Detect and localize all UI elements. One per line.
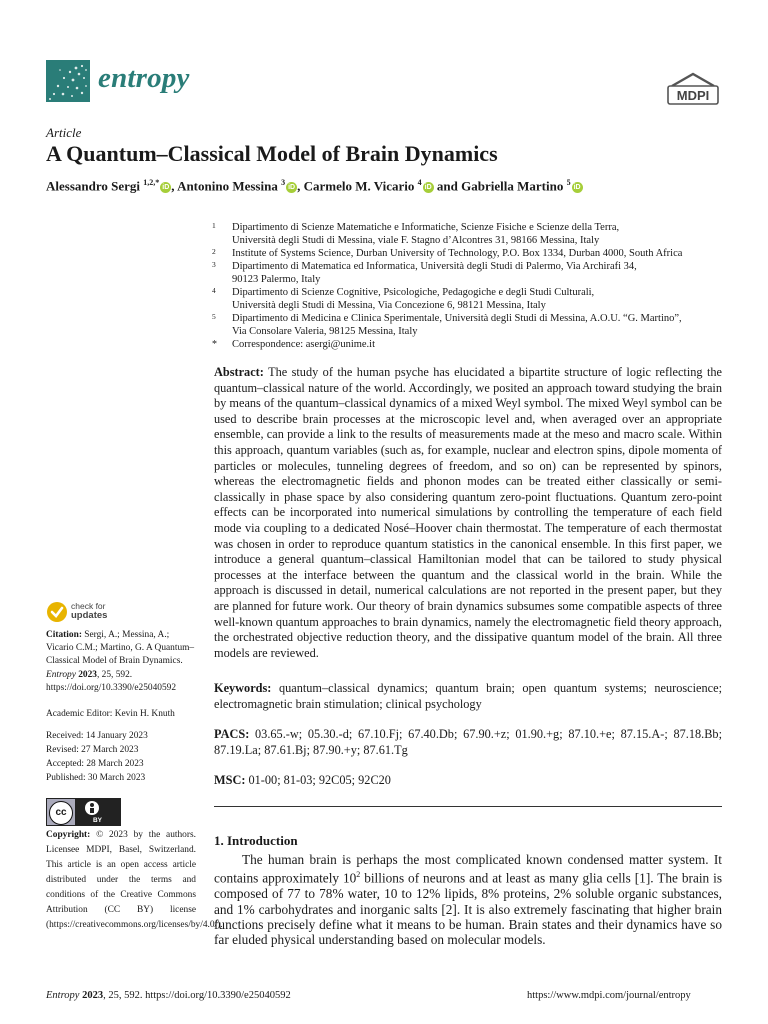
- journal-name: entropy: [98, 62, 190, 94]
- check-for-updates-button[interactable]: [46, 601, 116, 623]
- author-affiliation-sup: 4: [417, 178, 422, 187]
- citation-text: Sergi, A.; Messina, A.; Vicario C.M.; Martino, G. A Quantum–Classical Model of Brain Dynamics.: [46, 630, 195, 667]
- published-date: Published: 30 March 2023: [46, 773, 146, 783]
- footer-url[interactable]: https://www.mdpi.com/journal/entropy: [527, 990, 691, 1001]
- cc-icon: cc: [49, 801, 73, 825]
- keywords-label: Keywords:: [214, 681, 272, 695]
- affiliation-text: Università degli Studi di Messina, viale F. Stagno d’Alcontres 31, 98166 Messina, Italy: [232, 235, 600, 246]
- keywords: [214, 681, 722, 712]
- affiliation-number: 5: [212, 312, 216, 321]
- msc-label: MSC:: [214, 773, 246, 787]
- correspondence-text[interactable]: Correspondence: asergi@unime.it: [232, 339, 376, 350]
- author-affiliation-sup: 3: [281, 178, 286, 187]
- author-name[interactable]: Antonino Messina: [177, 178, 278, 194]
- academic-editor: Academic Editor: Kevin H. Knuth: [46, 709, 175, 719]
- citation-journal: Entropy: [46, 669, 76, 680]
- pacs-label: PACS:: [214, 727, 250, 741]
- affiliation-text: Dipartimento di Scienze Cognitive, Psicologiche, Pedagogiche e degli Studi Culturali,: [232, 287, 595, 298]
- author-affiliation-sup: 1,2,*: [143, 178, 160, 187]
- author-affiliation-sup: 5: [566, 178, 571, 187]
- intro-text: The human brain is perhaps the most complicated known condensed matter system. It contains approximately 10: [214, 852, 722, 886]
- accepted-date: Accepted: 28 March 2023: [46, 759, 144, 769]
- article-title: A Quantum–Classical Model of Brain Dynamics: [46, 141, 498, 166]
- check-updates-line2: updates: [71, 610, 108, 621]
- affiliation-text: Università degli Studi di Messina, Via Concezione 6, 98121 Messina, Italy: [232, 300, 546, 311]
- reference-link[interactable]: 2: [445, 901, 453, 917]
- introduction-paragraph: [214, 852, 722, 948]
- footer-year: 2023: [82, 990, 104, 1001]
- abstract: [214, 365, 722, 661]
- affiliation-number: 1: [212, 221, 216, 230]
- author-name[interactable]: Carmelo M. Vicario: [303, 178, 415, 194]
- author-separator: ,: [297, 178, 301, 194]
- keywords-text: quantum–classical dynamics; quantum brain; open quantum systems; neuroscience; electromagnetic brain stimulation; clinical psychology: [214, 681, 722, 711]
- citation-label: Citation:: [46, 630, 82, 640]
- orcid-icon[interactable]: iD: [424, 184, 432, 192]
- exponent: 2: [356, 870, 361, 880]
- author-name[interactable]: Alessandro Sergi: [46, 178, 141, 194]
- citation-doi[interactable]: , 25, 592. https://doi.org/10.3390/e25040592: [46, 669, 177, 693]
- msc-text: 01-00; 81-03; 92C05; 92C20: [248, 773, 391, 787]
- person-icon: [85, 801, 99, 815]
- msc: [214, 773, 722, 789]
- affiliation-text: Via Consolare Valeria, 98125 Messina, Italy: [232, 326, 418, 337]
- affiliation-number: 2: [212, 247, 216, 256]
- mdpi-logo-icon[interactable]: [664, 70, 722, 106]
- affiliation-number: 3: [212, 260, 216, 269]
- orcid-icon[interactable]: iD: [573, 184, 581, 192]
- abstract-text: The study of the human psyche has elucidated a bipartite structure of logic reflecting the quantum–classical nature of the world. Accordingly, we posited an approach toward studying the brain by means of the quantum–classical dynamics of a mixed Weyl symbol. The mixed Weyl symbol can be used to describe brain processes at the microscopic level and, when averaged over an appropriate ensemble, can provide a link to the results of measurements made at the meso and macro scale. Within this approach, quantum variables (such as, for example, nuclear and electron spins, dipole momenta of particles or molecules, tunneling degrees of freedom, and so on) can be represented by spinors, whereas the electromagnetic fields and phonon modes can be treated either classically or semi-classically in phase space by also considering quantum zero-point fluctuations. Quantum zero-point effects can be incorporated into numerical simulations by controlling the temperature of each field mode via coupling to a dedicated Nosé–Hoover chain thermostat. The temperature of each thermostat was chosen in order to reproduce quantum statistics in the canonical ensemble. In this first paper, we introduce a general quantum–classical Hamiltonian model that can be tailored to study physical processes at the interface between the quantum and the classical world in the brain. While the approach is discussed in detail, numerical calculations are not reported in the present paper, but they are planned for future work. Our theory of brain dynamics subsumes some compatible aspects of three well-known quantum approaches to brain dynamics, namely the electromagnetic field theory approach, the orchestrated objective reduction theory, and the dissipative quantum model of the brain. All three models are reviewed.: [214, 365, 722, 660]
- pacs: [214, 727, 722, 758]
- affiliation-text: Dipartimento di Matematica ed Informatica, Università degli Studi di Palermo, Via Archirafi 34,: [232, 261, 637, 272]
- section-heading: 1. Introduction: [214, 833, 298, 848]
- abstract-label: Abstract:: [214, 365, 264, 379]
- footer-doi[interactable]: , 25, 592. https://doi.org/10.3390/e25040592: [103, 990, 291, 1001]
- citation-year: 2023: [78, 669, 97, 680]
- affiliation-text: Dipartimento di Medicina e Clinica Sperimentale, Università degli Studi di Messina, A.O.U. “G. Martino”,: [232, 313, 682, 324]
- section-divider: [214, 806, 722, 807]
- intro-text: ]. It is also extremely fascinating that higher brain functions precisely define what it means to be human. Brain states and their dynamics have so far eluded physical understanding based on molecular models.: [214, 901, 723, 948]
- affiliation-text: Dipartimento di Scienze Matematiche e Informatiche, Scienze Fisiche e Scienze della Terra,: [232, 222, 620, 233]
- intro-text: ]. The brain is composed of 77 to 78% water, 10 to 12% lipids, 8% proteins, 2% soluble organic substances, and 1% carbohydrates and inorganic salts [: [214, 870, 722, 917]
- intro-text: billions of neurons and at least as many glia cells [: [360, 870, 640, 886]
- copyright-text: © 2023 by the authors. Licensee MDPI, Basel, Switzerland. This article is an open access article distributed under the terms and conditions of the Creative Commons Attribution (CC BY) license (https://creativecommons.org/licenses/by/4.0/).: [46, 830, 223, 930]
- revised-date: Revised: 27 March 2023: [46, 745, 139, 755]
- affiliation-number: 4: [212, 286, 216, 295]
- article-type: Article: [46, 125, 82, 140]
- cc-by-license-badge[interactable]: [46, 798, 121, 826]
- copyright-notice: [46, 828, 223, 933]
- citation-block: [46, 629, 196, 695]
- correspondence-marker: *: [212, 339, 217, 350]
- author-name[interactable]: Gabriella Martino: [461, 178, 564, 194]
- author-separator: ,: [171, 178, 175, 194]
- check-updates-icon: [46, 601, 68, 623]
- received-date: Received: 14 January 2023: [46, 731, 148, 741]
- reference-link[interactable]: 1: [639, 870, 646, 886]
- check-updates-line1: check for: [71, 601, 106, 611]
- affiliation: [214, 286, 724, 312]
- author-list: [46, 178, 583, 194]
- affiliation-text: Institute of Systems Science, Durban University of Technology, P.O. Box 1334, Durban 4000, South Africa: [232, 248, 683, 259]
- pacs-text: 03.65.-w; 05.30.-d; 67.10.Fj; 67.40.Db; 67.90.+z; 01.90.+g; 87.10.+e; 87.15.A-; 87.18.Bb; 87.19.La; 87.61.Bj; 87.90.+y; 87.61.Tg: [214, 727, 722, 757]
- publisher-label: MDPI: [676, 88, 710, 103]
- affiliation: [214, 312, 724, 338]
- footer-citation: [46, 990, 291, 1001]
- footer-journal: Entropy: [46, 990, 80, 1001]
- orcid-icon[interactable]: iD: [288, 184, 296, 192]
- affiliation: [214, 221, 724, 247]
- correspondence: [214, 338, 724, 351]
- copyright-label: Copyright:: [46, 830, 91, 840]
- affiliation: [214, 247, 724, 260]
- author-separator: and: [433, 178, 458, 194]
- cc-by-label: BY: [75, 817, 120, 825]
- orcid-icon[interactable]: iD: [162, 184, 170, 192]
- affiliation-text: 90123 Palermo, Italy: [232, 274, 321, 285]
- affiliation: [214, 260, 724, 286]
- entropy-logo-icon: [46, 60, 90, 102]
